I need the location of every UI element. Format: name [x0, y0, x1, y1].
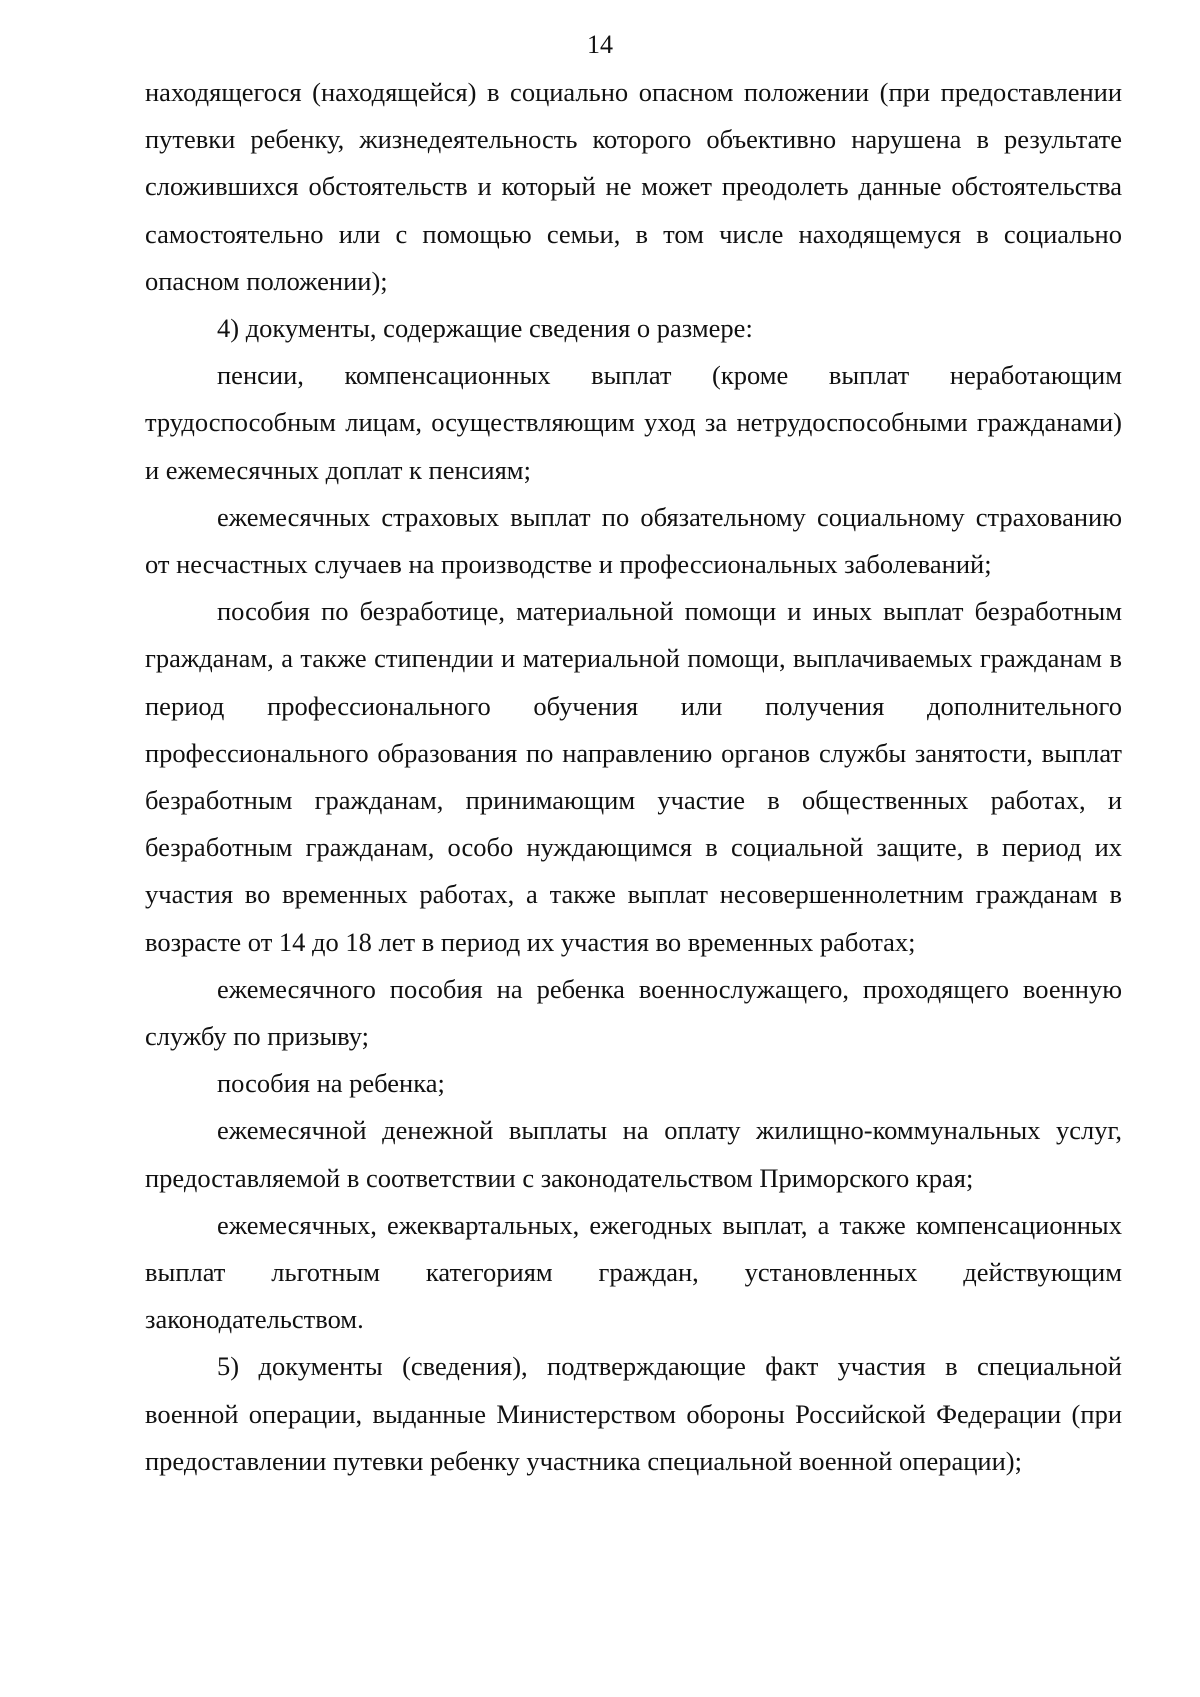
paragraph-insurance-payments: ежемесячных страховых выплат по обязательному социальному страхованию от несчастных случаев на производстве и профессиональных заболеваний; — [145, 501, 1122, 580]
paragraph-child-benefit: пособия на ребенка; — [217, 1068, 445, 1099]
paragraph-housing-payment: ежемесячной денежной выплаты на оплату жилищно-коммунальных услуг, предоставляемой в соответствии с законодательством Приморского края; — [145, 1115, 1122, 1193]
paragraph-item-5: 5) документы (сведения), подтверждающие факт участия в специальной военной операции, выданные Министерством обороны Российской Федерации (при предоставлении путевки ребенку участника специальной военной операции); — [145, 1351, 1122, 1476]
paragraph-pension: пенсии, компенсационных выплат (кроме выплат неработающим трудоспособным лицам, осуществляющим уход за нетрудоспособными гражданами) и ежемесячных доплат к пенсиям; — [145, 360, 1122, 485]
paragraph-unemployment-benefits: пособия по безработице, материальной помощи и иных выплат безработным гражданам, а также стипендии и материальной помощи, выплачиваемых гражданам в период профессионального обучения или получения дополнительного профессионального образования по направлению органов службы занятости, выплат безработным гражданам, принимающим участие в общественных работах, и безработным гражданам, особо нуждающимся в социальной защите, в период их участия во временных работах, а также выплат несовершеннолетним гражданам в возрасте от 14 до 18 лет в период их участия во временных работах; — [145, 596, 1122, 957]
page-number: 14 — [587, 30, 613, 59]
paragraph-compensation-payments: ежемесячных, ежеквартальных, ежегодных выплат, а также компенсационных выплат льготным категориям граждан, установленных действующим законодательством. — [145, 1209, 1122, 1335]
paragraph-continuation: находящегося (находящейся) в социально опасном положении (при предоставлении путевки ребенку, жизнедеятельность которого объективно нарушена в результате сложившихся обстоятельств и который не может преодолеть данные обстоятельства самостоятельно или с помощью семьи, в том числе находящемуся в социально опасном положении); — [145, 77, 1122, 296]
paragraph-item-4: 4) документы, содержащие сведения о размере: — [217, 313, 753, 344]
document-body — [145, 69, 1122, 1485]
paragraph-military-child-benefit: ежемесячного пособия на ребенка военнослужащего, проходящего военную службу по призыву; — [145, 973, 1122, 1052]
